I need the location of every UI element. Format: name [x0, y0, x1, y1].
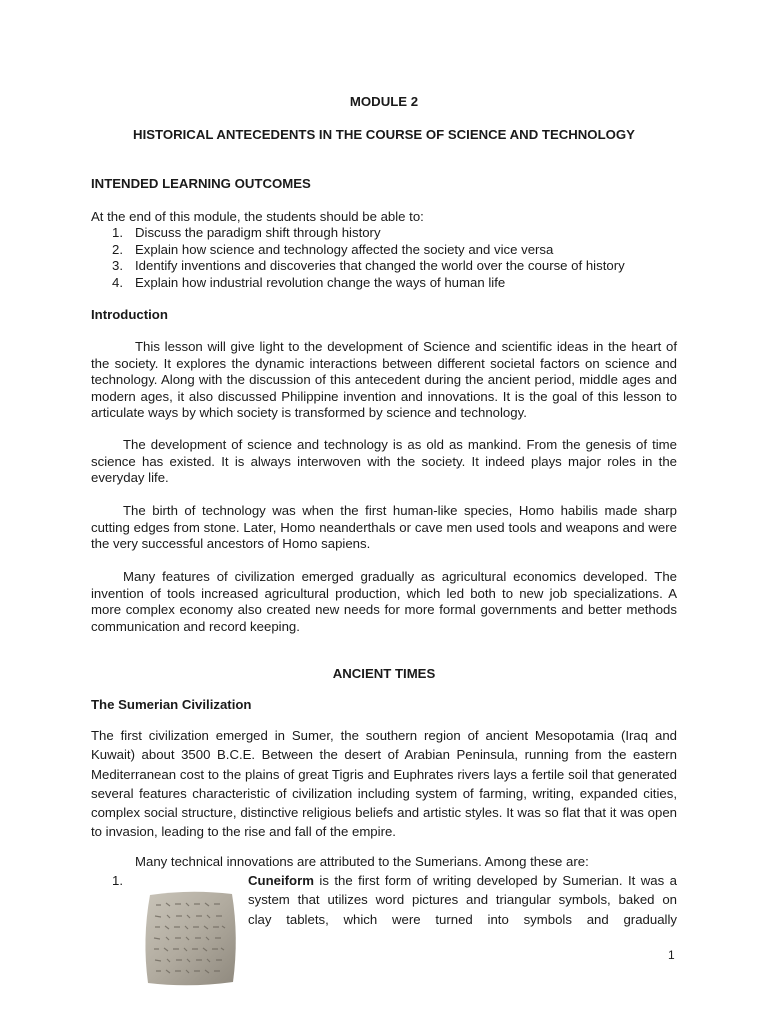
cuneiform-description: Cuneiform is the first form of writing developed by Sumerian. It was a system that utilizes word pictures and triangular symbols, baked on clay tablets, which were turned into symbols and gradually: [248, 873, 677, 927]
cuneiform-tablet-image: [142, 889, 239, 988]
introduction-paragraph-1: This lesson will give light to the development of Science and scientific ideas in the heart of the society. It explores the dynamic interactions between different societal factors on science and technology. Along with the discussion of this antecedent during the ancient period, middle ages and modern ages, it also discussed Philippine invention and innovations. It is the goal of this lesson to articulate ways by which society is transformed by science and technology.: [91, 339, 677, 420]
ilo-lead: At the end of this module, the students should be able to:: [91, 209, 424, 224]
list-number: 1.: [112, 873, 123, 888]
ancient-times-heading: ANCIENT TIMES: [332, 666, 436, 681]
ilo-list: [112, 225, 672, 291]
list-item: 4. Explain how industrial revolution change the ways of human life: [112, 274, 506, 290]
introduction-paragraph-4: Many features of civilization emerged gradually as agricultural economics developed. The invention of tools increased agricultural production, which led both to new job specializations. A more complex economy also created new needs for more formal governments and better methods communication and record keeping.: [91, 569, 677, 634]
ilo-heading: INTENDED LEARNING OUTCOMES: [91, 176, 311, 191]
sumerian-paragraph-2: Many technical innovations are attributed to the Sumerians. Among these are:: [135, 854, 589, 869]
list-item: 3. Identify inventions and discoveries that changed the world over the course of history: [112, 258, 625, 273]
sumerian-heading: The Sumerian Civilization: [91, 697, 252, 712]
introduction-paragraph-3: The birth of technology was when the first human-like species, Homo habilis made sharp cutting edges from stone. Later, Homo neanderthals or cave men used tools and weapons and were the very successful ancestors of Homo sapiens.: [91, 503, 677, 551]
introduction-heading: Introduction: [91, 307, 168, 322]
page-number: 1: [668, 948, 675, 962]
page-title: HISTORICAL ANTECEDENTS IN THE COURSE OF SCIENCE AND TECHNOLOGY: [133, 127, 635, 142]
list-item: 1. Discuss the paradigm shift through history: [112, 225, 381, 240]
module-label: MODULE 2: [349, 94, 419, 109]
introduction-paragraph-2: The development of science and technology is as old as mankind. From the genesis of time science has existed. It is always interwoven with the society. It indeed plays major roles in the everyday life.: [91, 437, 677, 485]
list-item: 2. Explain how science and technology affected the society and vice versa: [112, 241, 554, 257]
cuneiform-term: Cuneiform: [248, 873, 314, 888]
sumerian-paragraph-1: The first civilization emerged in Sumer, the southern region of ancient Mesopotamia (Iraq and Kuwait) about 3500 B.C.E. Between the desert of Arabian Peninsula, running from the eastern Mediterranean cost to the plains of great Tigris and Euphrates rivers lays a fertile soil that generated several features characteristic of civilization including system of farming, writing, expanded cities, complex social structure, distinctive religious beliefs and artistic styles. It was so flat that it was open to invasion, leading to the rise and fall of the empire.: [91, 728, 677, 840]
